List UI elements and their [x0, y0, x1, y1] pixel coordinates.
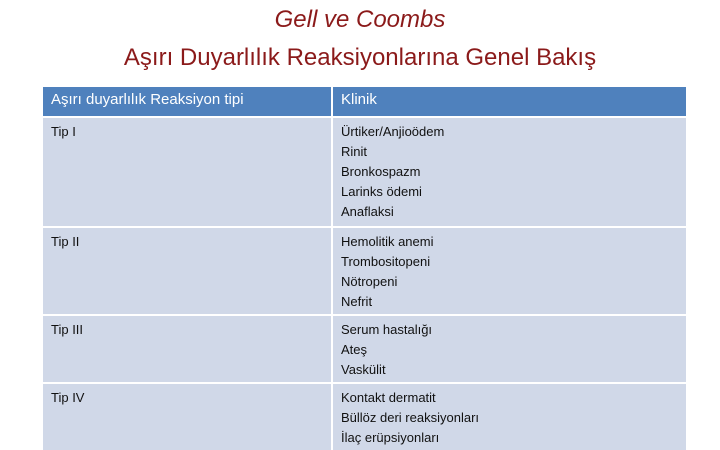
clinical-item: Ürtiker/Anjioödem — [341, 124, 445, 139]
row-clinical-cell — [331, 118, 686, 226]
header-reaction-type: Aşırı duyarlılık Reaksiyon tipi — [43, 87, 331, 116]
row-clinical-cell — [331, 384, 686, 450]
row-type-cell: Tip II — [43, 228, 331, 314]
clinical-item: Vaskülit — [341, 362, 386, 377]
row-type-cell: Tip IV — [43, 384, 331, 450]
clinical-item: Larinks ödemi — [341, 184, 422, 199]
clinical-item: Rinit — [341, 144, 368, 159]
clinical-item: İlaç erüpsiyonları — [341, 430, 440, 445]
clinical-item: Trombositopeni — [341, 254, 431, 269]
clinical-item: Hemolitik anemi — [341, 234, 434, 249]
table-header-row — [43, 87, 686, 116]
slide-subtitle: Aşırı Duyarlılık Reaksiyonlarına Genel Bakış — [123, 44, 597, 71]
clinical-item: Nefrit — [341, 294, 373, 309]
clinical-item: Serum hastalığı — [341, 322, 433, 337]
row-type-cell: Tip III — [43, 316, 331, 382]
clinical-item: Bronkospazm — [341, 164, 421, 179]
table-row — [43, 226, 686, 314]
reaction-table — [43, 87, 686, 450]
clinical-item: Büllöz deri reaksiyonları — [341, 410, 480, 425]
slide-title: Gell ve Coombs — [274, 6, 446, 33]
clinical-item: Ateş — [341, 342, 368, 357]
row-clinical-cell — [331, 316, 686, 382]
row-clinical-cell — [331, 228, 686, 314]
clinical-item: Kontakt dermatit — [341, 390, 436, 405]
row-type-cell: Tip I — [43, 118, 331, 226]
table-row — [43, 382, 686, 450]
table-row — [43, 314, 686, 382]
clinical-item: Anaflaksi — [341, 204, 394, 219]
clinical-item: Nötropeni — [341, 274, 398, 289]
table-row — [43, 116, 686, 226]
header-clinical: Klinik — [331, 87, 686, 116]
